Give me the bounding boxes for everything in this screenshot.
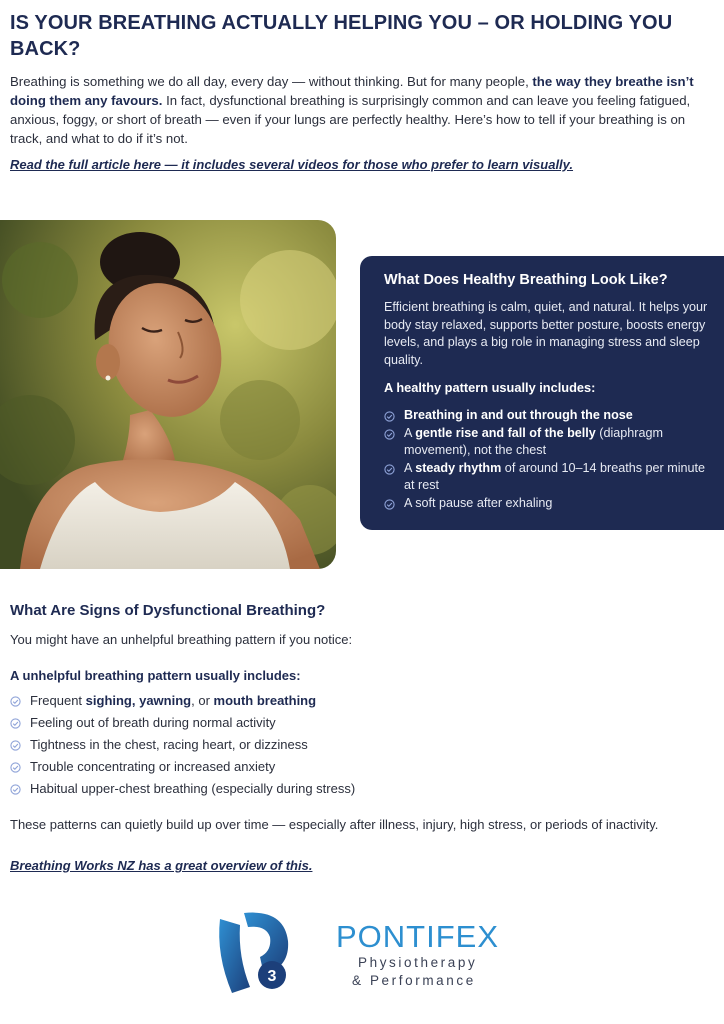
photo-illustration bbox=[0, 220, 336, 569]
brand-tagline-2: & Performance bbox=[352, 973, 476, 988]
list-item bbox=[10, 778, 710, 800]
check-circle-icon bbox=[384, 499, 395, 510]
brand-tagline-1: Physiotherapy bbox=[358, 955, 478, 970]
list-item-text: A soft pause after exhaling bbox=[404, 495, 553, 510]
list-item bbox=[10, 734, 710, 756]
check-circle-icon bbox=[10, 696, 21, 707]
list-item-text: A bbox=[404, 460, 416, 475]
list-item bbox=[384, 425, 708, 460]
list-item bbox=[384, 407, 708, 425]
list-item-text: Habitual upper-chest breathing (especially during stress) bbox=[30, 781, 356, 796]
list-item-text: (diaphragm movement), not the chest bbox=[404, 425, 663, 457]
check-circle-icon bbox=[10, 740, 21, 751]
logo-mark-number: 3 bbox=[267, 968, 277, 985]
list-item-text: A bbox=[404, 425, 416, 440]
list-item bbox=[10, 756, 710, 778]
patterns-paragraph: These patterns can quietly build up over time — especially after illness, injury, high stress, or periods of inactivity. bbox=[10, 817, 659, 832]
list-item bbox=[10, 712, 710, 734]
list-item-text: Tightness in the chest, racing heart, or dizziness bbox=[30, 737, 308, 752]
card-body: Efficient breathing is calm, quiet, and natural. It helps your body stay relaxed, supports better posture, boosts energy levels, and plays a big role in managing stress and sleep quality. bbox=[384, 300, 708, 367]
intro-text-2: In fact, dysfunctional breathing is surprisingly common and can leave you feeling fatigued, anxious, foggy, or short of breath — even if your lungs are perfectly healthy. Here’s how to tell if your breathing is on track, and what to do if it’s not. bbox=[10, 93, 691, 146]
healthy-pattern-list bbox=[384, 407, 708, 512]
check-circle-icon bbox=[384, 464, 395, 475]
breathing-works-link[interactable]: Breathing Works NZ has a great overview of this. bbox=[10, 858, 313, 873]
list-item-bold: Breathing in and out through the nose bbox=[404, 408, 633, 422]
check-circle-icon bbox=[384, 411, 395, 422]
healthy-breathing-card bbox=[360, 256, 724, 530]
list-item-text: Trouble concentrating or increased anxiety bbox=[30, 759, 276, 774]
brand-name: PONTIFEX bbox=[336, 919, 500, 954]
list-item-text: of around 10–14 breaths per minute at rest bbox=[404, 460, 706, 492]
check-circle-icon bbox=[10, 762, 21, 773]
list-item-bold: gentle rise and fall of the belly bbox=[415, 425, 596, 440]
signs-subheading: A unhelpful breathing pattern usually includes: bbox=[10, 668, 301, 683]
page-title: IS YOUR BREATHING ACTUALLY HELPING YOU – OR HOLDING YOU BACK? bbox=[10, 12, 673, 60]
list-item bbox=[384, 495, 708, 513]
unhelpful-pattern-list bbox=[10, 690, 710, 800]
signs-heading: What Are Signs of Dysfunctional Breathing? bbox=[10, 602, 326, 619]
list-item-text: , or bbox=[191, 693, 214, 708]
list-item bbox=[10, 690, 710, 712]
check-circle-icon bbox=[384, 429, 395, 440]
list-item-bold: mouth breathing bbox=[213, 693, 317, 708]
list-item-bold: steady rhythm bbox=[415, 460, 502, 475]
breathing-woman-photo bbox=[0, 220, 336, 569]
list-item-text: Frequent bbox=[30, 693, 86, 708]
pontifex-logo-mark-icon bbox=[210, 905, 296, 999]
check-circle-icon bbox=[10, 718, 21, 729]
full-article-link[interactable]: Read the full article here — it includes several videos for those who prefer to learn visually. bbox=[10, 157, 574, 172]
intro-bold: the way they breathe isn’t doing them any favours. bbox=[10, 74, 694, 108]
list-item-text: Feeling out of breath during normal activity bbox=[30, 715, 276, 730]
card-subheading: A healthy pattern usually includes: bbox=[384, 380, 596, 395]
intro-paragraph bbox=[10, 72, 714, 148]
card-title: What Does Healthy Breathing Look Like? bbox=[384, 272, 668, 288]
list-item bbox=[384, 460, 708, 495]
intro-text-1: Breathing is something we do all day, every day — without thinking. But for many people, bbox=[10, 74, 533, 89]
list-item-bold: sighing, yawning bbox=[85, 693, 192, 708]
check-circle-icon bbox=[10, 784, 21, 795]
signs-intro: You might have an unhelpful breathing pattern if you notice: bbox=[10, 632, 353, 647]
pontifex-logo bbox=[210, 905, 530, 1005]
